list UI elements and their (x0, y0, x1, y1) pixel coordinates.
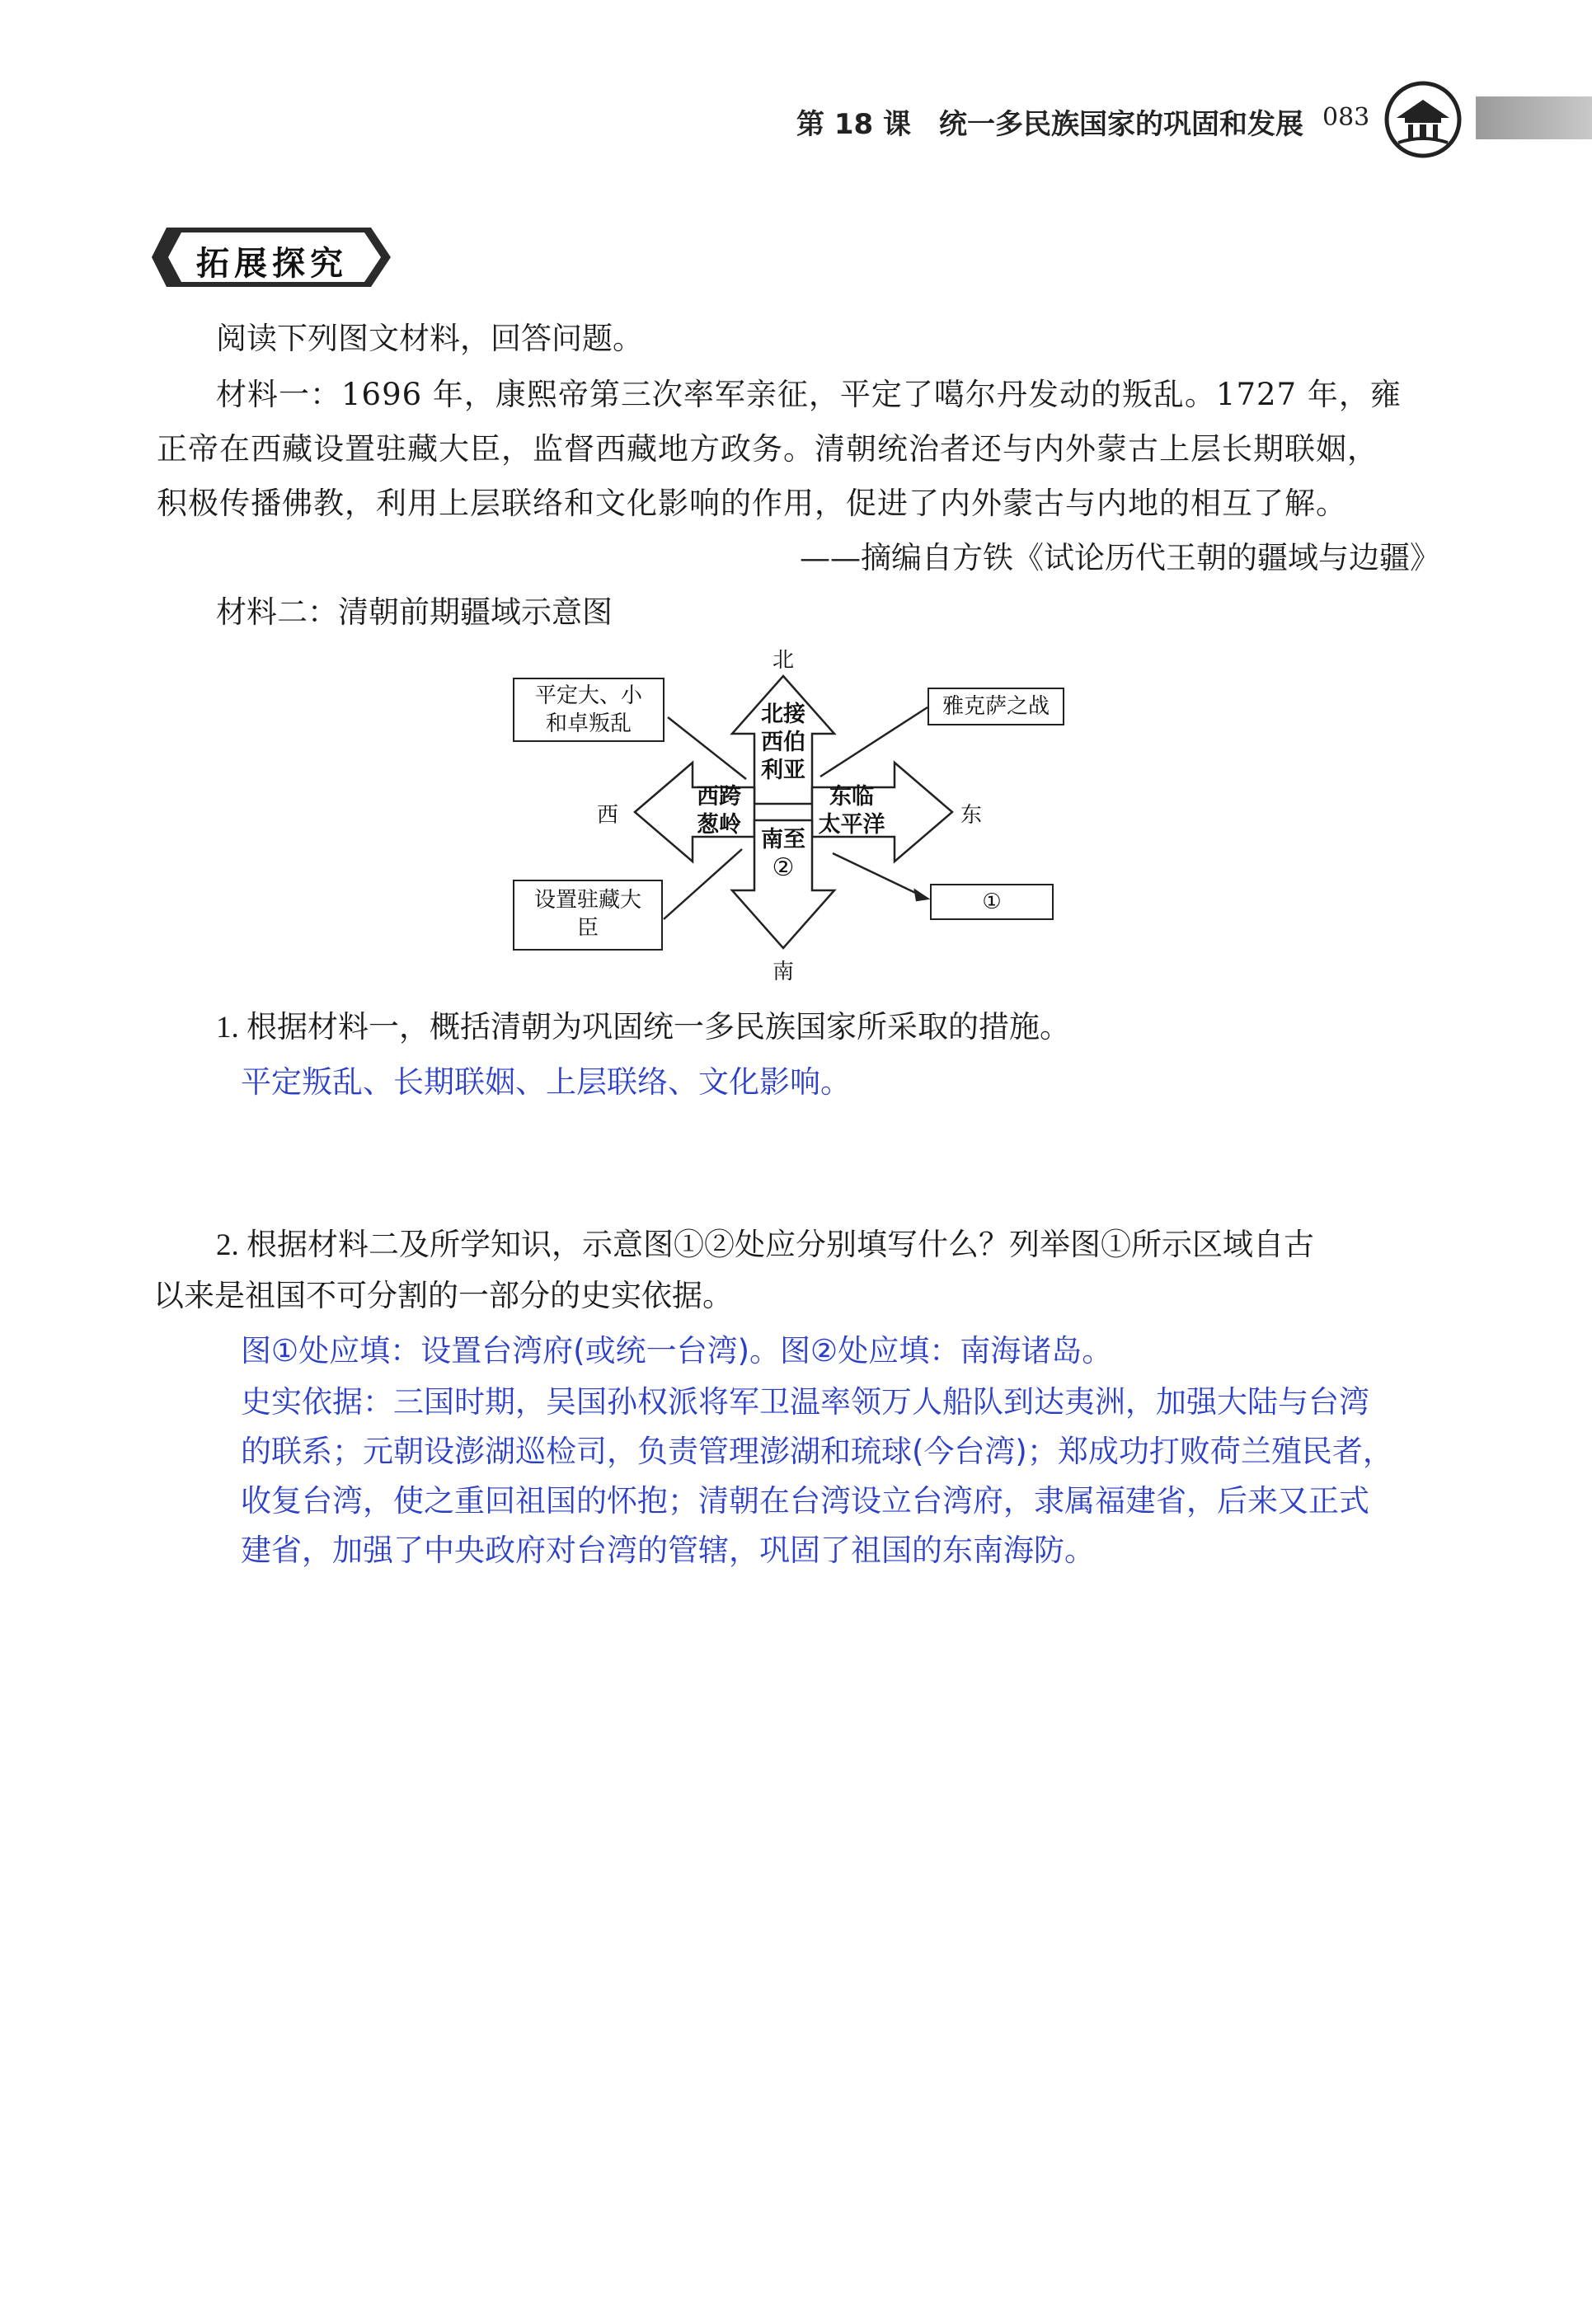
south-label: 南 (773, 960, 795, 984)
west-label: 西 (597, 803, 619, 828)
east-text-line: 太平洋 (818, 812, 885, 838)
material1-line: 材料一：1696 年，康熙帝第三次率军亲征，平定了噶尔丹发动的叛乱。1727 年，雍 (216, 377, 1402, 412)
west-text-line: 西跨 (697, 784, 741, 810)
question2-answer-line: 图①处应填：设置台湾府(或统一台湾)。图②处应填：南海诸岛。 (241, 1333, 1113, 1369)
north-text (758, 701, 808, 785)
west-text (686, 783, 752, 839)
box-sw (513, 880, 663, 951)
south-text-line: 南至 (761, 827, 805, 852)
question2-answer-line: 的联系；元朝设澎湖巡检司，负责管理澎湖和琉球(今台湾)；郑成功打败荷兰殖民者， (241, 1434, 1393, 1469)
material1-source: ——摘编自方铁《试论历代王朝的疆域与边疆》 (800, 540, 1440, 575)
west-text-line: 葱岭 (697, 812, 741, 838)
east-text-line: 东临 (829, 784, 874, 810)
north-text-line: 北接 (761, 702, 805, 727)
north-text-line: 西伯 (761, 730, 805, 755)
east-label: 东 (960, 803, 983, 828)
south-text (754, 826, 812, 882)
box-sw-line: 设置驻藏大 (533, 888, 641, 913)
box-nw-line: 和卓叛乱 (545, 711, 632, 736)
chapter-title: 第 18 课 统一多民族国家的巩固和发展 (796, 108, 1303, 141)
question2-answer-line: 史实依据：三国时期，吴国孙权派将军卫温率领万人船队到达夷洲，加强大陆与台湾 (241, 1384, 1369, 1420)
question2-line: 2. 根据材料二及所学知识，示意图①②处应分别填写什么？列举图①所示区域自古 (216, 1228, 1314, 1262)
box-nw (513, 678, 665, 742)
section-title: 拓展探究 (196, 245, 348, 283)
question1-answer: 平定叛乱、长期联姻、上层联络、文化影响。 (241, 1064, 851, 1100)
pavilion-emblem-icon (1382, 78, 1464, 161)
south-blank-marker: ② (772, 853, 795, 882)
question1-text: 1. 根据材料一，概括清朝为巩固统一多民族国家所采取的措施。 (216, 1011, 1070, 1045)
header-bar (1476, 96, 1592, 139)
question2-line: 以来是祖国不可分割的一部分的史实依据。 (153, 1279, 733, 1313)
material1-line: 正帝在西藏设置驻藏大臣，监督西藏地方政务。清朝统治者还与内外蒙古上层长期联姻， (157, 431, 1378, 467)
north-text-line: 利亚 (761, 758, 805, 783)
box-se-blank: ① (930, 884, 1054, 920)
material1-line: 积极传播佛教，利用上层联络和文化影响的作用，促进了内外蒙古与内地的相互了解。 (157, 486, 1347, 521)
box-sw-line: 臣 (576, 916, 599, 941)
box-nw-line: 平定大、小 (534, 683, 642, 708)
north-label: 北 (773, 648, 795, 673)
material2-caption: 材料二：清朝前期疆域示意图 (216, 594, 613, 630)
page-number: 083 (1322, 103, 1370, 132)
question2-answer-line: 收复台湾，使之重回祖国的怀抱；清朝在台湾设立台湾府，隶属福建省，后来又正式 (241, 1483, 1369, 1519)
east-text (806, 783, 897, 839)
box-ne: 雅克萨之战 (927, 688, 1064, 725)
section-badge (148, 223, 396, 292)
intro-text: 阅读下列图文材料，回答问题。 (216, 321, 643, 356)
question2-answer-line: 建省，加强了中央政府对台湾的管辖，巩固了祖国的东南海防。 (241, 1533, 1095, 1568)
qing-territory-diagram (495, 643, 1088, 989)
page-header (0, 78, 1592, 169)
